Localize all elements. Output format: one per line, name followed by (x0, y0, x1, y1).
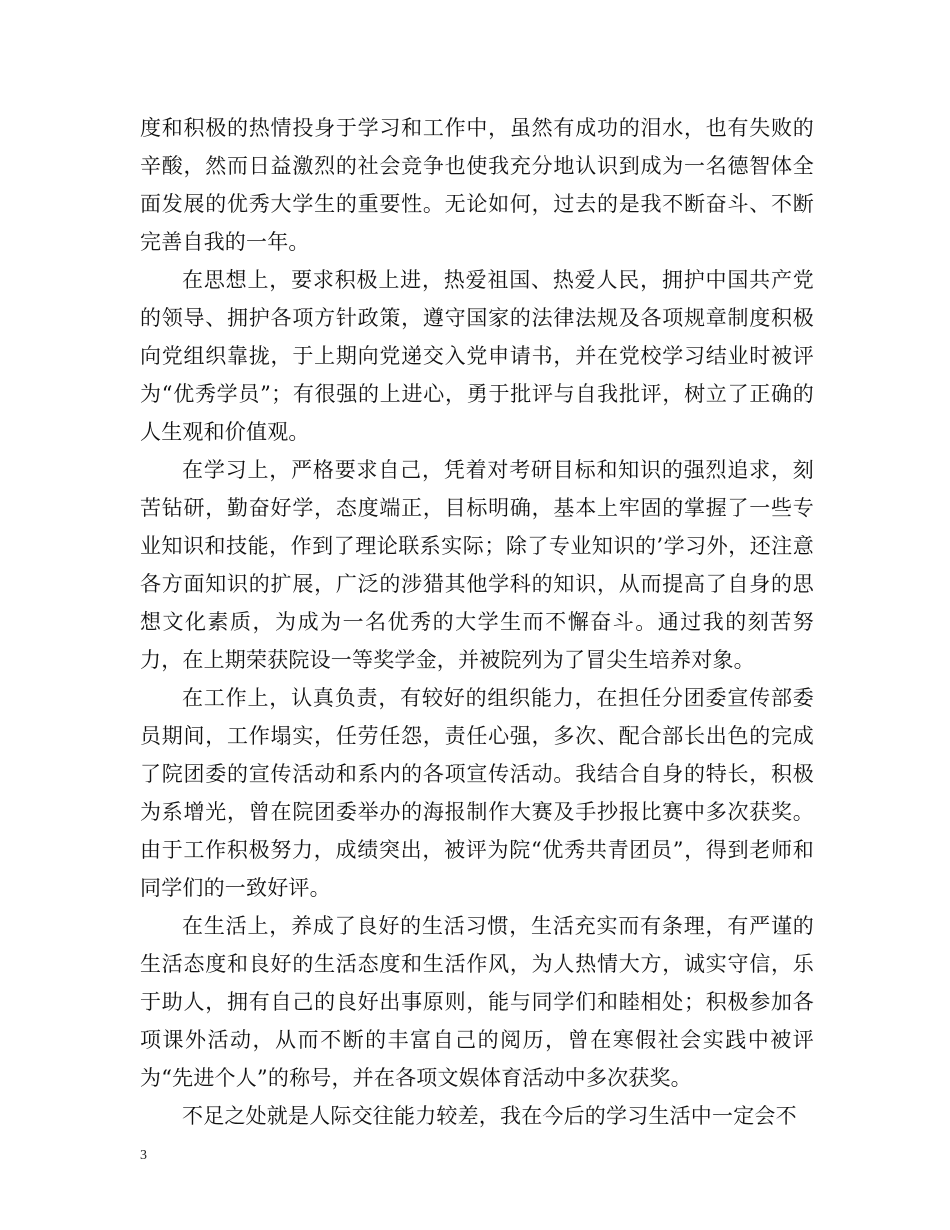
paragraph-work: 在工作上，认真负责，有较好的组织能力，在担任分团委宣传部委员期间，工作塌实，任劳任怨，责任心强，多次、配合部长出色的完成了院团委的宣传活动和系内的各项宣传活动。我结合自身的特长，积极为系增光，曾在院团委举办的海报制作大赛及手抄报比赛中多次获奖。由于工作积极努力，成绩突出，被评为院“优秀共青团员”，得到老师和同学们的一致好评。 (140, 686, 814, 900)
paragraph-ideology: 在思想上，要求积极上进，热爱祖国、热爱人民，拥护中国共产党的领导、拥护各项方针政策，遵守国家的法律法规及各项规章制度积极向党组织靠拢，于上期向党递交入党申请书，并在党校学习结业时被评为“优秀学员”；有很强的上进心，勇于批评与自我批评，树立了正确的人生观和价值观。 (140, 268, 814, 444)
page-number: 3 (140, 1148, 147, 1163)
paragraph-shortcomings: 不足之处就是人际交往能力较差，我在今后的学习生活中一定会不 (182, 1104, 797, 1128)
paragraph-continuation: 度和积极的热情投身于学习和工作中，虽然有成功的泪水，也有失败的辛酸，然而日益激烈的社会竞争也使我充分地认识到成为一名德智体全面发展的优秀大学生的重要性。无论如何，过去的是我不断奋斗、不断完善自我的一年。 (140, 116, 814, 254)
paragraph-life: 在生活上，养成了良好的生活习惯，生活充实而有条理，有严谨的生活态度和良好的生活态度和生活作风，为人热情大方，诚实守信，乐于助人，拥有自己的良好出事原则，能与同学们和睦相处；积极参加各项课外活动，从而不断的丰富自己的阅历，曾在寒假社会实践中被评为“先进个人”的称号，并在各项文娱体育活动中多次获奖。 (140, 914, 814, 1090)
paragraph-study: 在学习上，严格要求自己，凭着对考研目标和知识的强烈追求，刻苦钻研，勤奋好学，态度端正，目标明确，基本上牢固的掌握了一些专业知识和技能，作到了理论联系实际；除了专业知识的’学习外，还注意各方面知识的扩展，广泛的涉猎其他学科的知识，从而提高了自身的思想文化素质，为成为一名优秀的大学生而不懈奋斗。通过我的刻苦努力，在上期荣获院设一等奖学金，并被院列为了冒尖生培养对象。 (140, 458, 814, 672)
body-text (140, 109, 814, 1135)
